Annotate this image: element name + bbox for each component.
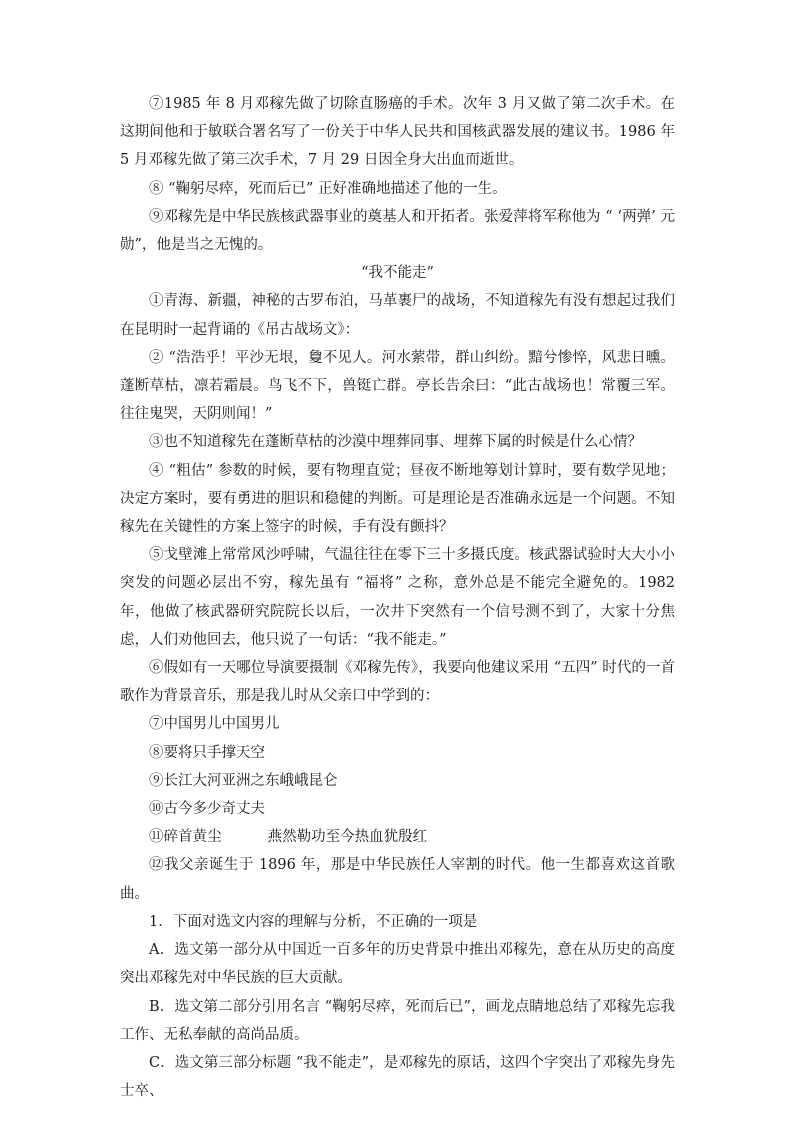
section3-paragraph-4: ④ “粗估” 参数的时候，要有物理直觉；昼夜不断地筹划计算时，要有数学见地；决定方案时，要有勇进的胆识和稳健的判断。可是理论是否准确永远是一个问题。不知稼先在关键性的方案上签字的时候，手有没有颤抖？	[120, 462, 675, 536]
section3-paragraph-1: ①青海、新疆，神秘的古罗布泊，马革裹尸的战场，不知道稼先有没有想起过我们在昆明时一起背诵的《吊古战场文》：	[120, 293, 675, 338]
song-line-7: ⑦中国男儿中国男儿	[149, 716, 280, 733]
option-b: B．选文第二部分引用名言 “鞠躬尽瘁，死而后已”，画龙点睛地总结了邓稼先忘我工作、无私奉献的高尚品质。	[120, 998, 675, 1043]
section3-paragraph-6: ⑥假如有一天哪位导演要摄制《邓稼先传》，我要向他建议采用 “五四” 时代的一首歌作为背景音乐，那是我儿时从父亲口中学到的：	[120, 660, 675, 705]
paragraph-8: ⑧ “鞠躬尽瘁，死而后已” 正好准确地描述了他的一生。	[149, 180, 507, 197]
option-c: C．选文第三部分标题 “我不能走”，是邓稼先的原话，这四个字突出了邓稼先身先士卒、	[120, 1054, 675, 1100]
question-stem: 1．下面对选文内容的理解与分析，不正确的一项是	[149, 913, 478, 930]
section3-paragraph-2: ② “浩浩乎！平沙无垠，敻不见人。河水萦带，群山纠纷。黯兮惨悴，风悲日曛。蓬断草枯，凛若霜晨。鸟飞不下，兽铤亡群。亭长告余曰：“此古战场也！常覆三军。往往鬼哭，天阴则闻！”	[120, 349, 675, 423]
section3-paragraph-12: ⑫我父亲诞生于 1896 年，那是中华民族任人宰割的时代。他一生都喜欢这首歌曲。	[120, 857, 675, 902]
paragraph-7: ⑦1985 年 8 月邓稼先做了切除直肠癌的手术。次年 3 月又做了第二次手术。在这期间他和于敏联合署名写了一份关于中华人民共和国核武器发展的建议书。1986 年 5 月邓稼先做了第三次手术，7 月 29 日因全身大出血而逝世。	[120, 96, 675, 169]
section3-paragraph-5: ⑤戈壁滩上常常风沙呼啸，气温往往在零下三十多摄氏度。核武器试验时大大小小突发的问题必层出不穷，稼先虽有 “福将” 之称，意外总是不能完全避免的。1982 年，他做了核武器研究院院长以后，一次井下突然有一个信号测不到了，大家十分焦虑，人们劝他回去，他只说了一句话：“我不能走。”	[120, 547, 675, 648]
song-line-9: ⑨长江大河亚洲之东峨峨昆仑	[149, 772, 338, 789]
document-page	[120, 90, 675, 1105]
song-line-8: ⑧要将只手撑天空	[149, 744, 265, 761]
option-a: A．选文第一部分从中国近一百多年的历史背景中推出邓稼先，意在从历史的高度突出邓稼先对中华民族的巨大贡献。	[120, 942, 675, 987]
paragraph-9: ⑨邓稼先是中华民族核武器事业的奠基人和开拓者。张爱萍将军称他为 “ ‘两弹’ 元勋”，他是当之无愧的。	[120, 208, 675, 254]
section3-paragraph-3: ③也不知道稼先在蓬断草枯的沙漠中埋葬同事、埋葬下属的时候是什么心情？	[149, 434, 642, 451]
song-line-11: ⑪碎首黄尘 燕然勒功至今热血犹殷红	[149, 829, 428, 846]
section-title: “我不能走”	[361, 265, 434, 282]
song-line-10: ⑩古今多少奇丈夫	[149, 801, 265, 818]
